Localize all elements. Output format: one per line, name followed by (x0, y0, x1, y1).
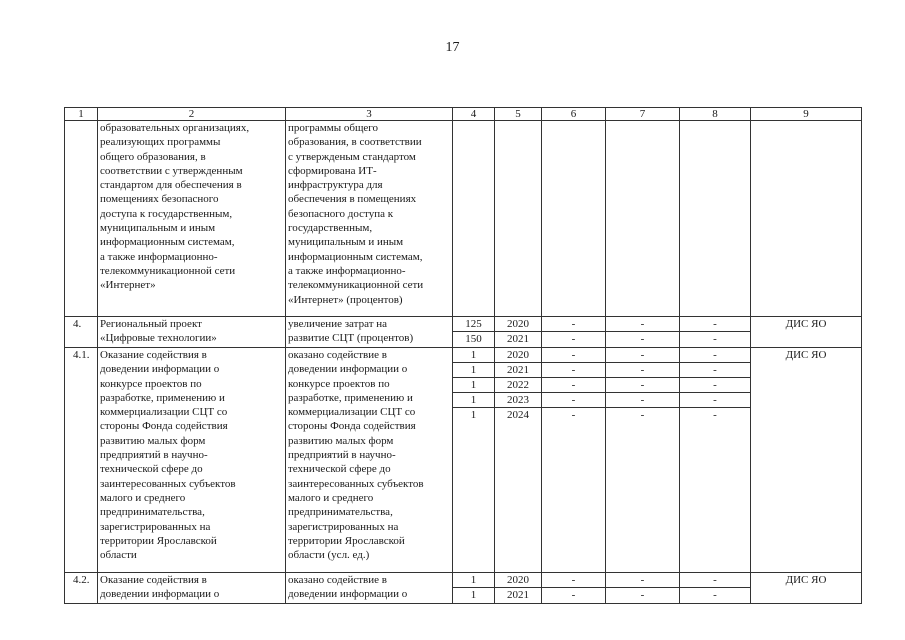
dash-cell (542, 573, 606, 604)
year-cell (495, 317, 542, 348)
year-item: 2021 (507, 589, 529, 601)
dash-item: - (606, 573, 679, 588)
executor-cell: ДИС ЯО (751, 317, 862, 348)
dash-item: - (542, 363, 605, 378)
indicator-name: оказано содействие в доведении информации о (286, 573, 453, 604)
value-item: 1 (453, 363, 494, 378)
dash-item: - (542, 317, 605, 332)
dash-item: - (680, 317, 750, 332)
row-number: 4.2. (65, 573, 98, 604)
year-item: 2020 (495, 573, 541, 588)
value-cell (453, 317, 495, 348)
indicator-name: увеличение затрат на развитие СЦТ (процентов) (286, 317, 453, 348)
dash-item: - (680, 378, 750, 393)
dash-item: - (606, 378, 679, 393)
dash-item: - (606, 363, 679, 378)
dash-item: - (571, 589, 576, 601)
header-cell: 9 (751, 108, 862, 121)
row-number: 4.1. (65, 348, 98, 573)
event-name: образовательных организациях, реализующих программы общего образования, в соответствии с утвержденным стандартом для обеспечения в помещениях безопасного доступа к государственным, муниципальным и иным информационным системам, а также информационно- телекоммуникационной сети «Интернет» (98, 121, 286, 317)
value-item: 1 (470, 409, 477, 421)
header-cell: 6 (542, 108, 606, 121)
dash-item: - (713, 333, 717, 345)
cell-empty (751, 121, 862, 317)
value-item: 1 (470, 589, 477, 601)
dash-cell (680, 348, 751, 573)
header-cell: 2 (98, 108, 286, 121)
dash-item: - (542, 378, 605, 393)
event-name: Оказание содействия в доведении информации о (98, 573, 286, 604)
year-item: 2024 (507, 409, 529, 421)
year-cell (495, 348, 542, 573)
dash-item: - (680, 363, 750, 378)
dash-item: - (680, 348, 750, 363)
dash-cell (606, 317, 680, 348)
value-item: 1 (453, 393, 494, 408)
value-item: 1 (453, 573, 494, 588)
cell-empty (495, 121, 542, 317)
dash-cell (542, 348, 606, 573)
executor-cell: ДИС ЯО (751, 573, 862, 604)
row-number (65, 121, 98, 317)
table-row (65, 317, 862, 348)
table-row (65, 121, 862, 317)
dash-item: - (571, 409, 576, 421)
value-item: 1 (453, 378, 494, 393)
table-row (65, 348, 862, 573)
dash-item: - (640, 589, 645, 601)
dash-item: - (606, 348, 679, 363)
dash-cell (680, 573, 751, 604)
cell-empty (606, 121, 680, 317)
dash-cell (680, 317, 751, 348)
year-item: 2021 (507, 333, 529, 345)
event-name: Оказание содействия в доведении информации о конкурсе проектов по разработке, применению и коммерциализации СЦТ со стороны Фонда содействия развитию малых форм предприятий в научно- технической сфере до заинтересованных субъектов малого и среднего предпринимательства, зарегистрированных на территории Ярославской области (98, 348, 286, 573)
dash-item: - (571, 333, 576, 345)
year-item: 2020 (495, 317, 541, 332)
value-cell (453, 348, 495, 573)
dash-item: - (680, 393, 750, 408)
dash-item: - (640, 333, 645, 345)
table-row (65, 573, 862, 604)
year-item: 2023 (495, 393, 541, 408)
header-cell: 5 (495, 108, 542, 121)
executor-cell: ДИС ЯО (751, 348, 862, 573)
dash-cell (606, 348, 680, 573)
dash-cell (542, 317, 606, 348)
header-cell: 1 (65, 108, 98, 121)
year-item: 2021 (495, 363, 541, 378)
dash-item: - (713, 409, 717, 421)
year-cell (495, 573, 542, 604)
plan-table (64, 107, 862, 604)
cell-empty (453, 121, 495, 317)
dash-item: - (680, 573, 750, 588)
dash-item: - (606, 393, 679, 408)
value-item: 150 (465, 333, 482, 345)
dash-item: - (542, 348, 605, 363)
dash-item: - (713, 589, 717, 601)
year-item: 2020 (495, 348, 541, 363)
indicator-name: оказано содействие в доведении информации о конкурсе проектов по разработке, применению и коммерциализации СЦТ со стороны Фонда содействия развитию малых форм предприятий в научно- технической сфере до заинтересованных субъектов малого и среднего предпринимательства, зарегистрированных на территории Ярославской области (усл. ед.) (286, 348, 453, 573)
header-cell: 3 (286, 108, 453, 121)
value-item: 1 (453, 348, 494, 363)
dash-item: - (542, 573, 605, 588)
event-name: Региональный проект «Цифровые технологии» (98, 317, 286, 348)
header-cell: 8 (680, 108, 751, 121)
value-item: 125 (453, 317, 494, 332)
page-number: 17 (445, 40, 460, 55)
dash-cell (606, 573, 680, 604)
header-cell: 4 (453, 108, 495, 121)
dash-item: - (640, 409, 645, 421)
value-cell (453, 573, 495, 604)
header-cell: 7 (606, 108, 680, 121)
dash-item: - (542, 393, 605, 408)
indicator-name: программы общего образования, в соответствии с утвержденым стандартом сформирована ИТ- инфраструктура для обеспечения в помещениях безопасного доступа к государственным, муниципальным и иным информационным системам, а также информационно- телекоммуникационной сети «Интернет» (процентов) (286, 121, 453, 317)
cell-empty (542, 121, 606, 317)
row-number: 4. (65, 317, 98, 348)
year-item: 2022 (495, 378, 541, 393)
dash-item: - (606, 317, 679, 332)
header-row (65, 108, 862, 121)
cell-empty (680, 121, 751, 317)
